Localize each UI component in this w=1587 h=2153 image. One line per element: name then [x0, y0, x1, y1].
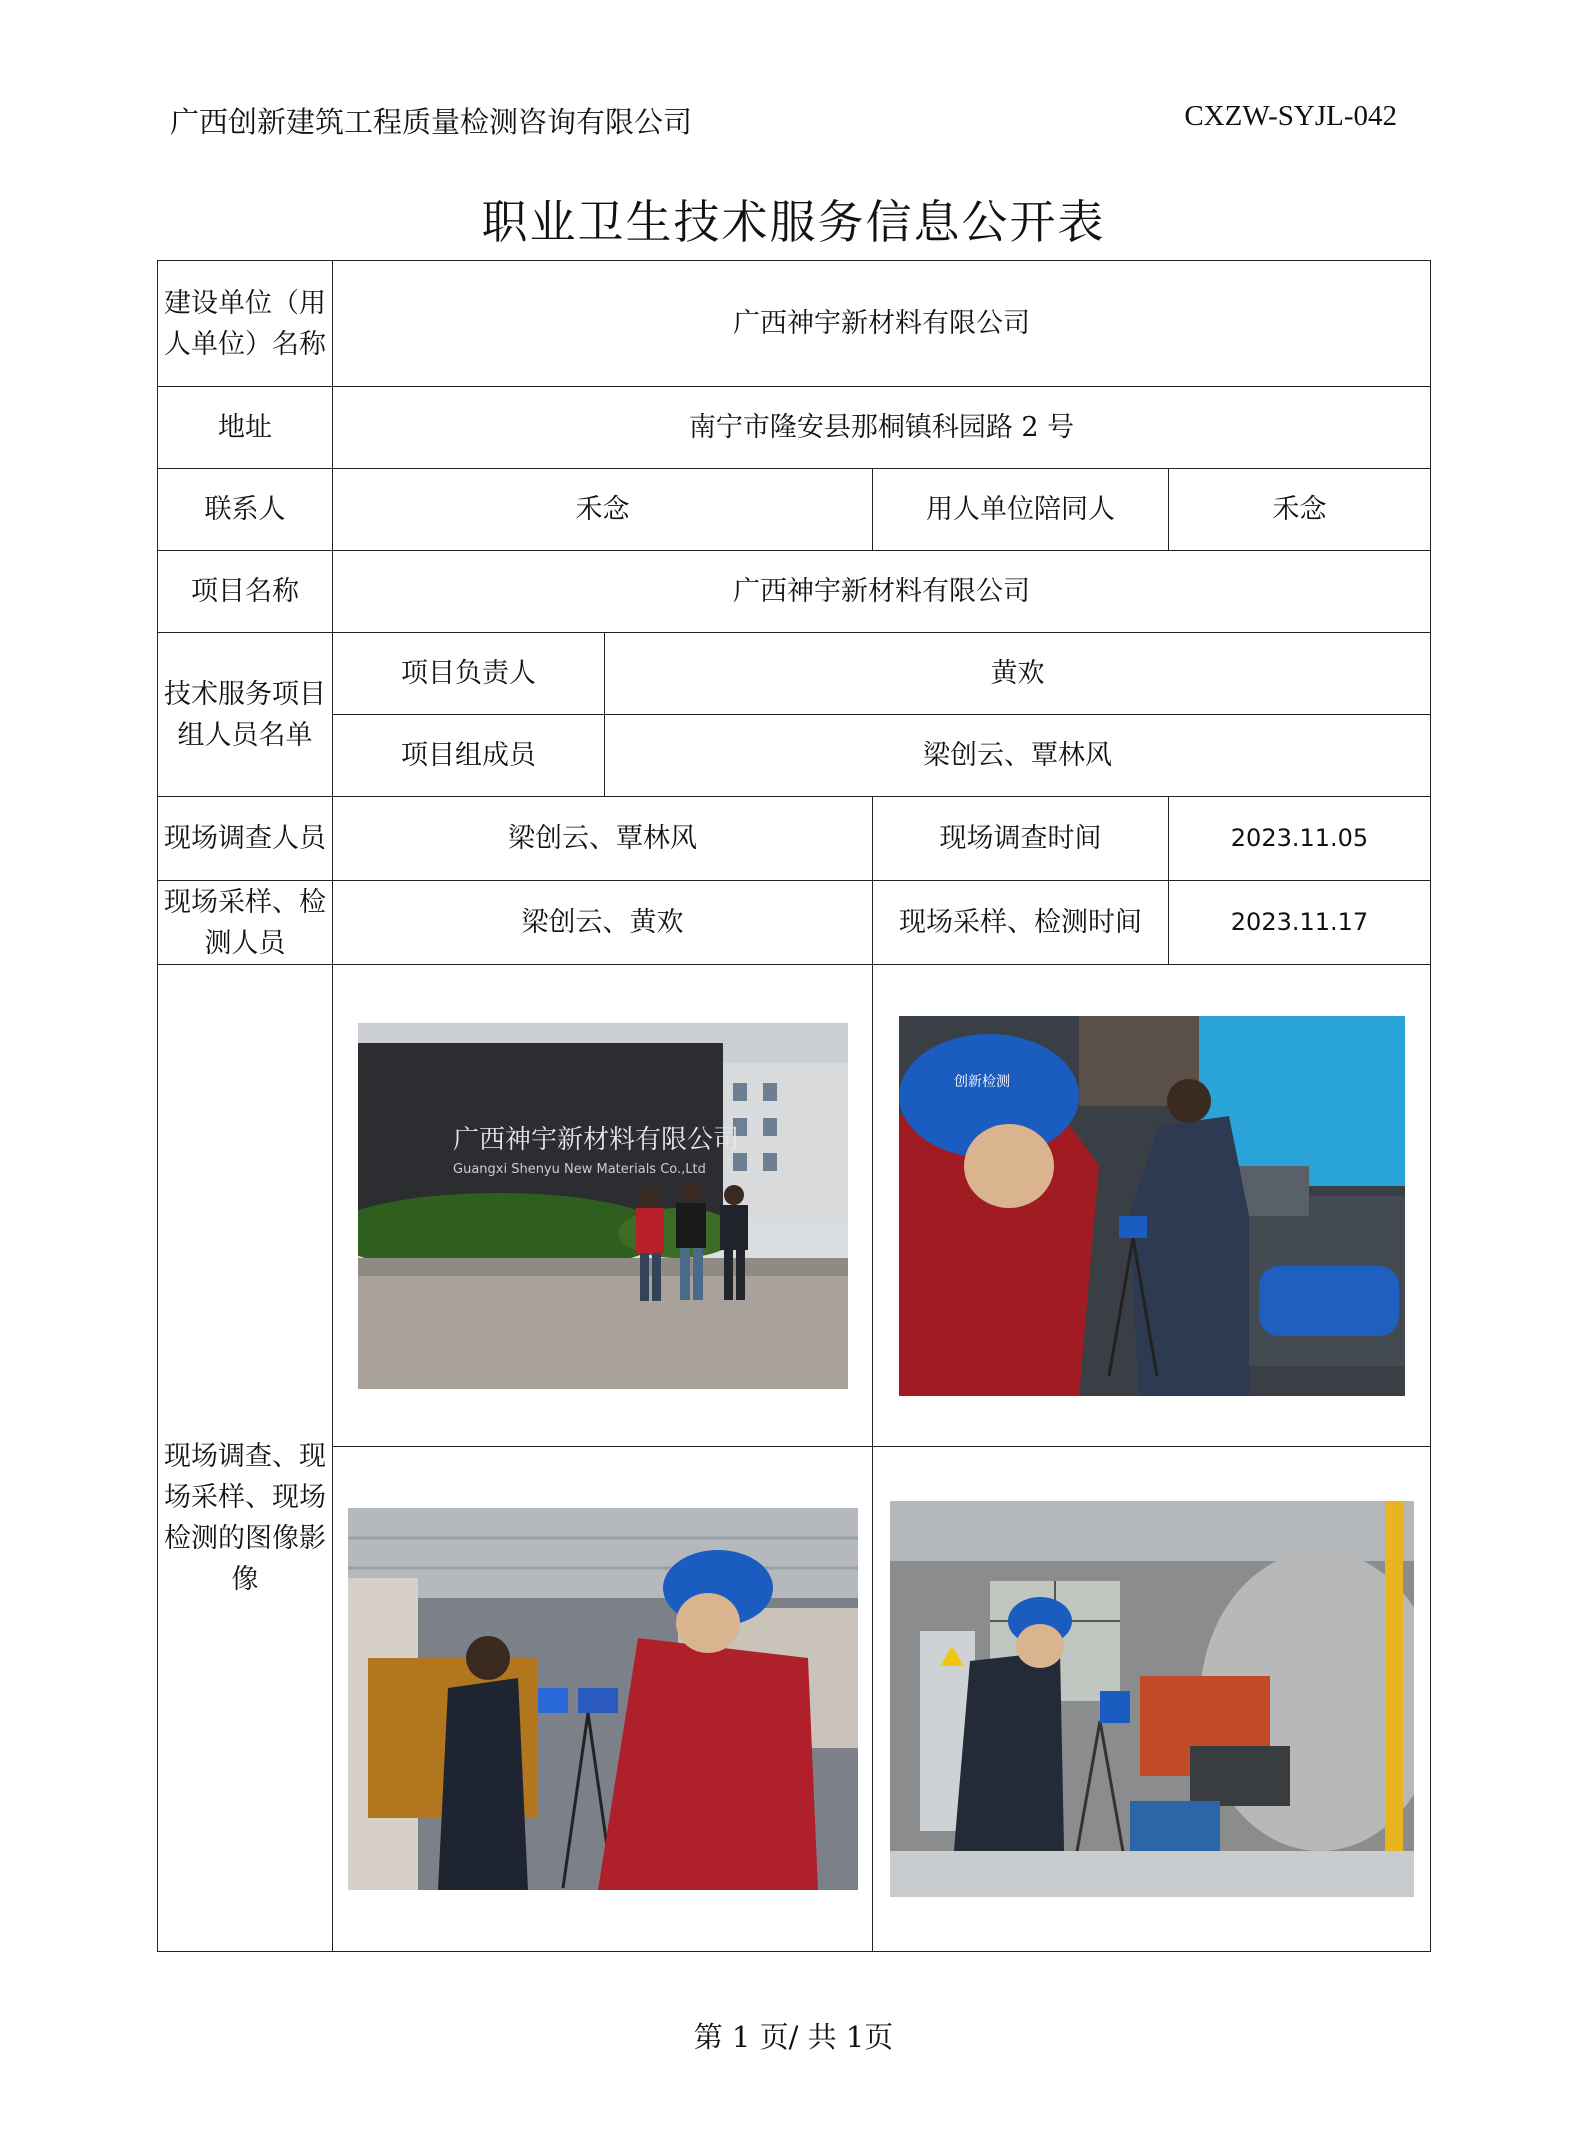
photo-cell-3 — [333, 1447, 873, 1952]
unit-name-value: 广西神宇新材料有限公司 — [333, 261, 1431, 387]
leader-label: 项目负责人 — [333, 633, 605, 715]
contact-value: 禾念 — [333, 469, 873, 551]
sign-text-en: Guangxi Shenyu New Materials Co.,Ltd — [452, 1161, 706, 1177]
header-doc-code: CXZW-SYJL-042 — [1184, 100, 1397, 132]
team-label: 技术服务项目组人员名单 — [158, 633, 333, 797]
photo-cell-2 — [873, 965, 1431, 1447]
address-label: 地址 — [158, 387, 333, 469]
contact-label: 联系人 — [158, 469, 333, 551]
sampling-people-value: 梁创云、黄欢 — [333, 881, 873, 965]
sign-text: 广西神宇新材料有限公司 — [452, 1124, 739, 1155]
members-label: 项目组成员 — [333, 715, 605, 797]
photo-cell-1 — [333, 965, 873, 1447]
escort-label: 用人单位陪同人 — [873, 469, 1169, 551]
address-value: 南宁市隆安县那桐镇科园路 2 号 — [333, 387, 1431, 469]
helmet-text: 创新检测 — [953, 1073, 1010, 1090]
worker-figure — [438, 1678, 528, 1890]
project-name-label: 项目名称 — [158, 551, 333, 633]
project-name-value: 广西神宇新材料有限公司 — [333, 551, 1431, 633]
unit-name-label: 建设单位（用人单位）名称 — [158, 261, 333, 387]
members-value: 梁创云、覃林风 — [605, 715, 1431, 797]
photo-cell-4 — [873, 1447, 1431, 1952]
sampling-people-label: 现场采样、检测人员 — [158, 881, 333, 965]
photo-inspection-machine — [899, 1016, 1405, 1396]
survey-time-value: 2023.11.05 — [1169, 797, 1431, 881]
photo-company-sign — [358, 1023, 848, 1389]
survey-time-label: 现场调查时间 — [873, 797, 1169, 881]
survey-people-label: 现场调查人员 — [158, 797, 333, 881]
page-title: 职业卫生技术服务信息公开表 — [481, 195, 1106, 249]
sampling-time-label: 现场采样、检测时间 — [873, 881, 1169, 965]
page-footer: 第 1 页/ 共 1页 — [693, 2020, 894, 2054]
sampling-time-value: 2023.11.17 — [1169, 881, 1431, 965]
leader-value: 黄欢 — [605, 633, 1431, 715]
photo-workshop-sampling — [348, 1508, 858, 1890]
info-table — [157, 260, 1431, 1952]
survey-people-value: 梁创云、覃林风 — [333, 797, 873, 881]
photo-boiler-room — [890, 1501, 1414, 1897]
escort-value: 禾念 — [1169, 469, 1431, 551]
images-label: 现场调查、现场采样、现场检测的图像影像 — [158, 965, 333, 1952]
header-company: 广西创新建筑工程质量检测咨询有限公司 — [170, 105, 693, 139]
